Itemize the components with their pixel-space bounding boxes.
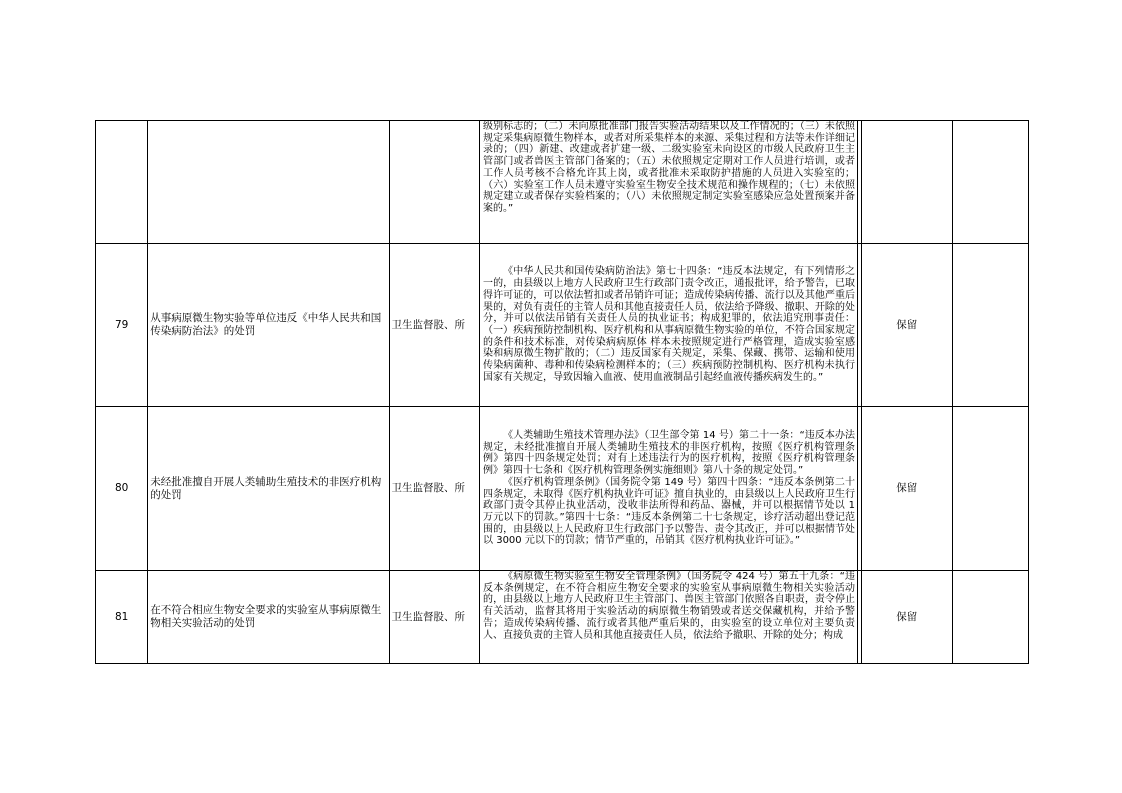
table-row xyxy=(96,244,1029,407)
legal-basis-paragraph: 《医疗机构管理条例》（国务院令第 149 号）第四十四条：“违反本条例第二十四条规定，未取得《医疗机构执业许可证》擅自执业的，由县级以上人民政府卫生行政部门责令其停止执业活动，没收非法所得和药品、器械，并可以根据情节处以 1 万元以下的罚款。”第四十七条：“违反本条例第二十七条规定，诊疗活动超出登记范围的，由县级以上人民政府卫生行政部门予以警告、责令其改正，并可以根据情节处以 3000 元以下的罚款；情节严重的，吊销其《医疗机构执业许可证》。” xyxy=(483,476,856,547)
table-row xyxy=(96,571,1029,664)
item-name-cell: 未经批准擅自开展人类辅助生殖技术的非医疗机构的处罚 xyxy=(148,407,389,571)
note-cell xyxy=(952,407,1028,571)
department-cell xyxy=(389,121,479,244)
note-cell xyxy=(952,244,1028,407)
table-row xyxy=(96,121,1029,244)
status-cell: 保留 xyxy=(862,407,952,571)
legal-basis-cell xyxy=(480,407,858,571)
legal-basis-paragraph: 《病原微生物实验室生物安全管理条例》（国务院令 424 号）第五十九条：“违反本条例规定，在不符合相应生物安全要求的实验室从事病原微生物相关实验活动的，由县级以上地方人民政府卫生主管部门、兽医主管部门依照各自职责，责令停止有关活动，监督其将用于实验活动的病原微生物销毁或者送交保藏机构，并给予警告；造成传染病传播、流行或者其他严重后果的，由实验室的设立单位对主要负责人、直接负责的主管人员和其他直接责任人员，依法给予撤职、开除的处分；构成 xyxy=(483,571,856,641)
item-name-cell: 从事病原微生物实验等单位违反《中华人民共和国传染病防治法》的处罚 xyxy=(148,244,389,407)
note-cell xyxy=(952,121,1028,244)
legal-basis-cell xyxy=(480,121,858,244)
legal-basis-cell xyxy=(480,571,858,664)
note-cell xyxy=(952,571,1028,664)
status-cell: 保留 xyxy=(862,244,952,407)
legal-basis-paragraph: 《中华人民共和国传染病防治法》第七十四条：“违反本法规定，有下列情形之一的，由县级以上地方人民政府卫生行政部门责令改正，通报批评，给予警告，已取得许可证的，可以依法暂扣或者吊销许可证；造成传染病传播、流行以及其他严重后果的，对负有责任的主管人员和其他直接责任人员，依法给予降级、撤职、开除的处分，并可以依法吊销有关责任人员的执业证书；构成犯罪的，依法追究刑事责任：（一）疾病预防控制机构、医疗机构和从事病原微生物实验的单位，不符合国家规定的条件和技术标准，对传染病病原体 样本未按照规定进行严格管理，造成实验室感染和病原微生物扩散的；（二）违反国家有关规定，采集、保藏、携带、运输和使用传染病菌种、毒种和传染病检测样本的；（三）疾病预防控制机构、医疗机构未执行国家有关规定，导致因输入血液、使用血液制品引起经血液传播疾病发生的。” xyxy=(483,266,856,383)
row-number-cell: 80 xyxy=(96,407,148,571)
catalog-table xyxy=(95,120,1029,664)
table-row xyxy=(96,407,1029,571)
row-number-cell: 79 xyxy=(96,244,148,407)
department-cell: 卫生监督股、所 xyxy=(389,571,479,664)
legal-basis-cell xyxy=(480,244,858,407)
department-cell: 卫生监督股、所 xyxy=(389,244,479,407)
item-name-cell xyxy=(148,121,389,244)
department-cell: 卫生监督股、所 xyxy=(389,407,479,571)
legal-basis-paragraph: 《人类辅助生殖技术管理办法》（卫生部令第 14 号）第二十一条：“违反本办法规定，未经批准擅自开展人类辅助生殖技术的非医疗机构，按照《医疗机构管理条例》第四十四条规定处罚；对有上述违法行为的医疗机构，按照《医疗机构管理条例》第四十七条和《医疗机构管理条例实施细则》第八十条的规定处罚。” xyxy=(483,429,856,477)
status-cell: 保留 xyxy=(862,571,952,664)
row-number-cell xyxy=(96,121,148,244)
legal-basis-paragraph: 级别标志的；（二）未向原批准部门报告实验活动结果以及工作情况的；（三）未依照规定采集病原微生物样本，或者对所采集样本的来源、采集过程和方法等未作详细记录的；（四）新建、改建或者扩建一级、二级实验室未向设区的市级人民政府卫生主管部门或者兽医主管部门备案的；（五）未依照规定定期对工作人员进行培训，或者工作人员考核不合格允许其上岗，或者批准未采取防护措施的人员进入实验室的；（六）实验室工作人员未遵守实验室生物安全技术规范和操作规程的；（七）未依照规定建立或者保存实验档案的；（八）未依照规定制定实验室感染应急处置预案并备案的。” xyxy=(483,121,856,214)
status-cell xyxy=(862,121,952,244)
item-name-cell: 在不符合相应生物安全要求的实验室从事病原微生物相关实验活动的处罚 xyxy=(148,571,389,664)
row-number-cell: 81 xyxy=(96,571,148,664)
